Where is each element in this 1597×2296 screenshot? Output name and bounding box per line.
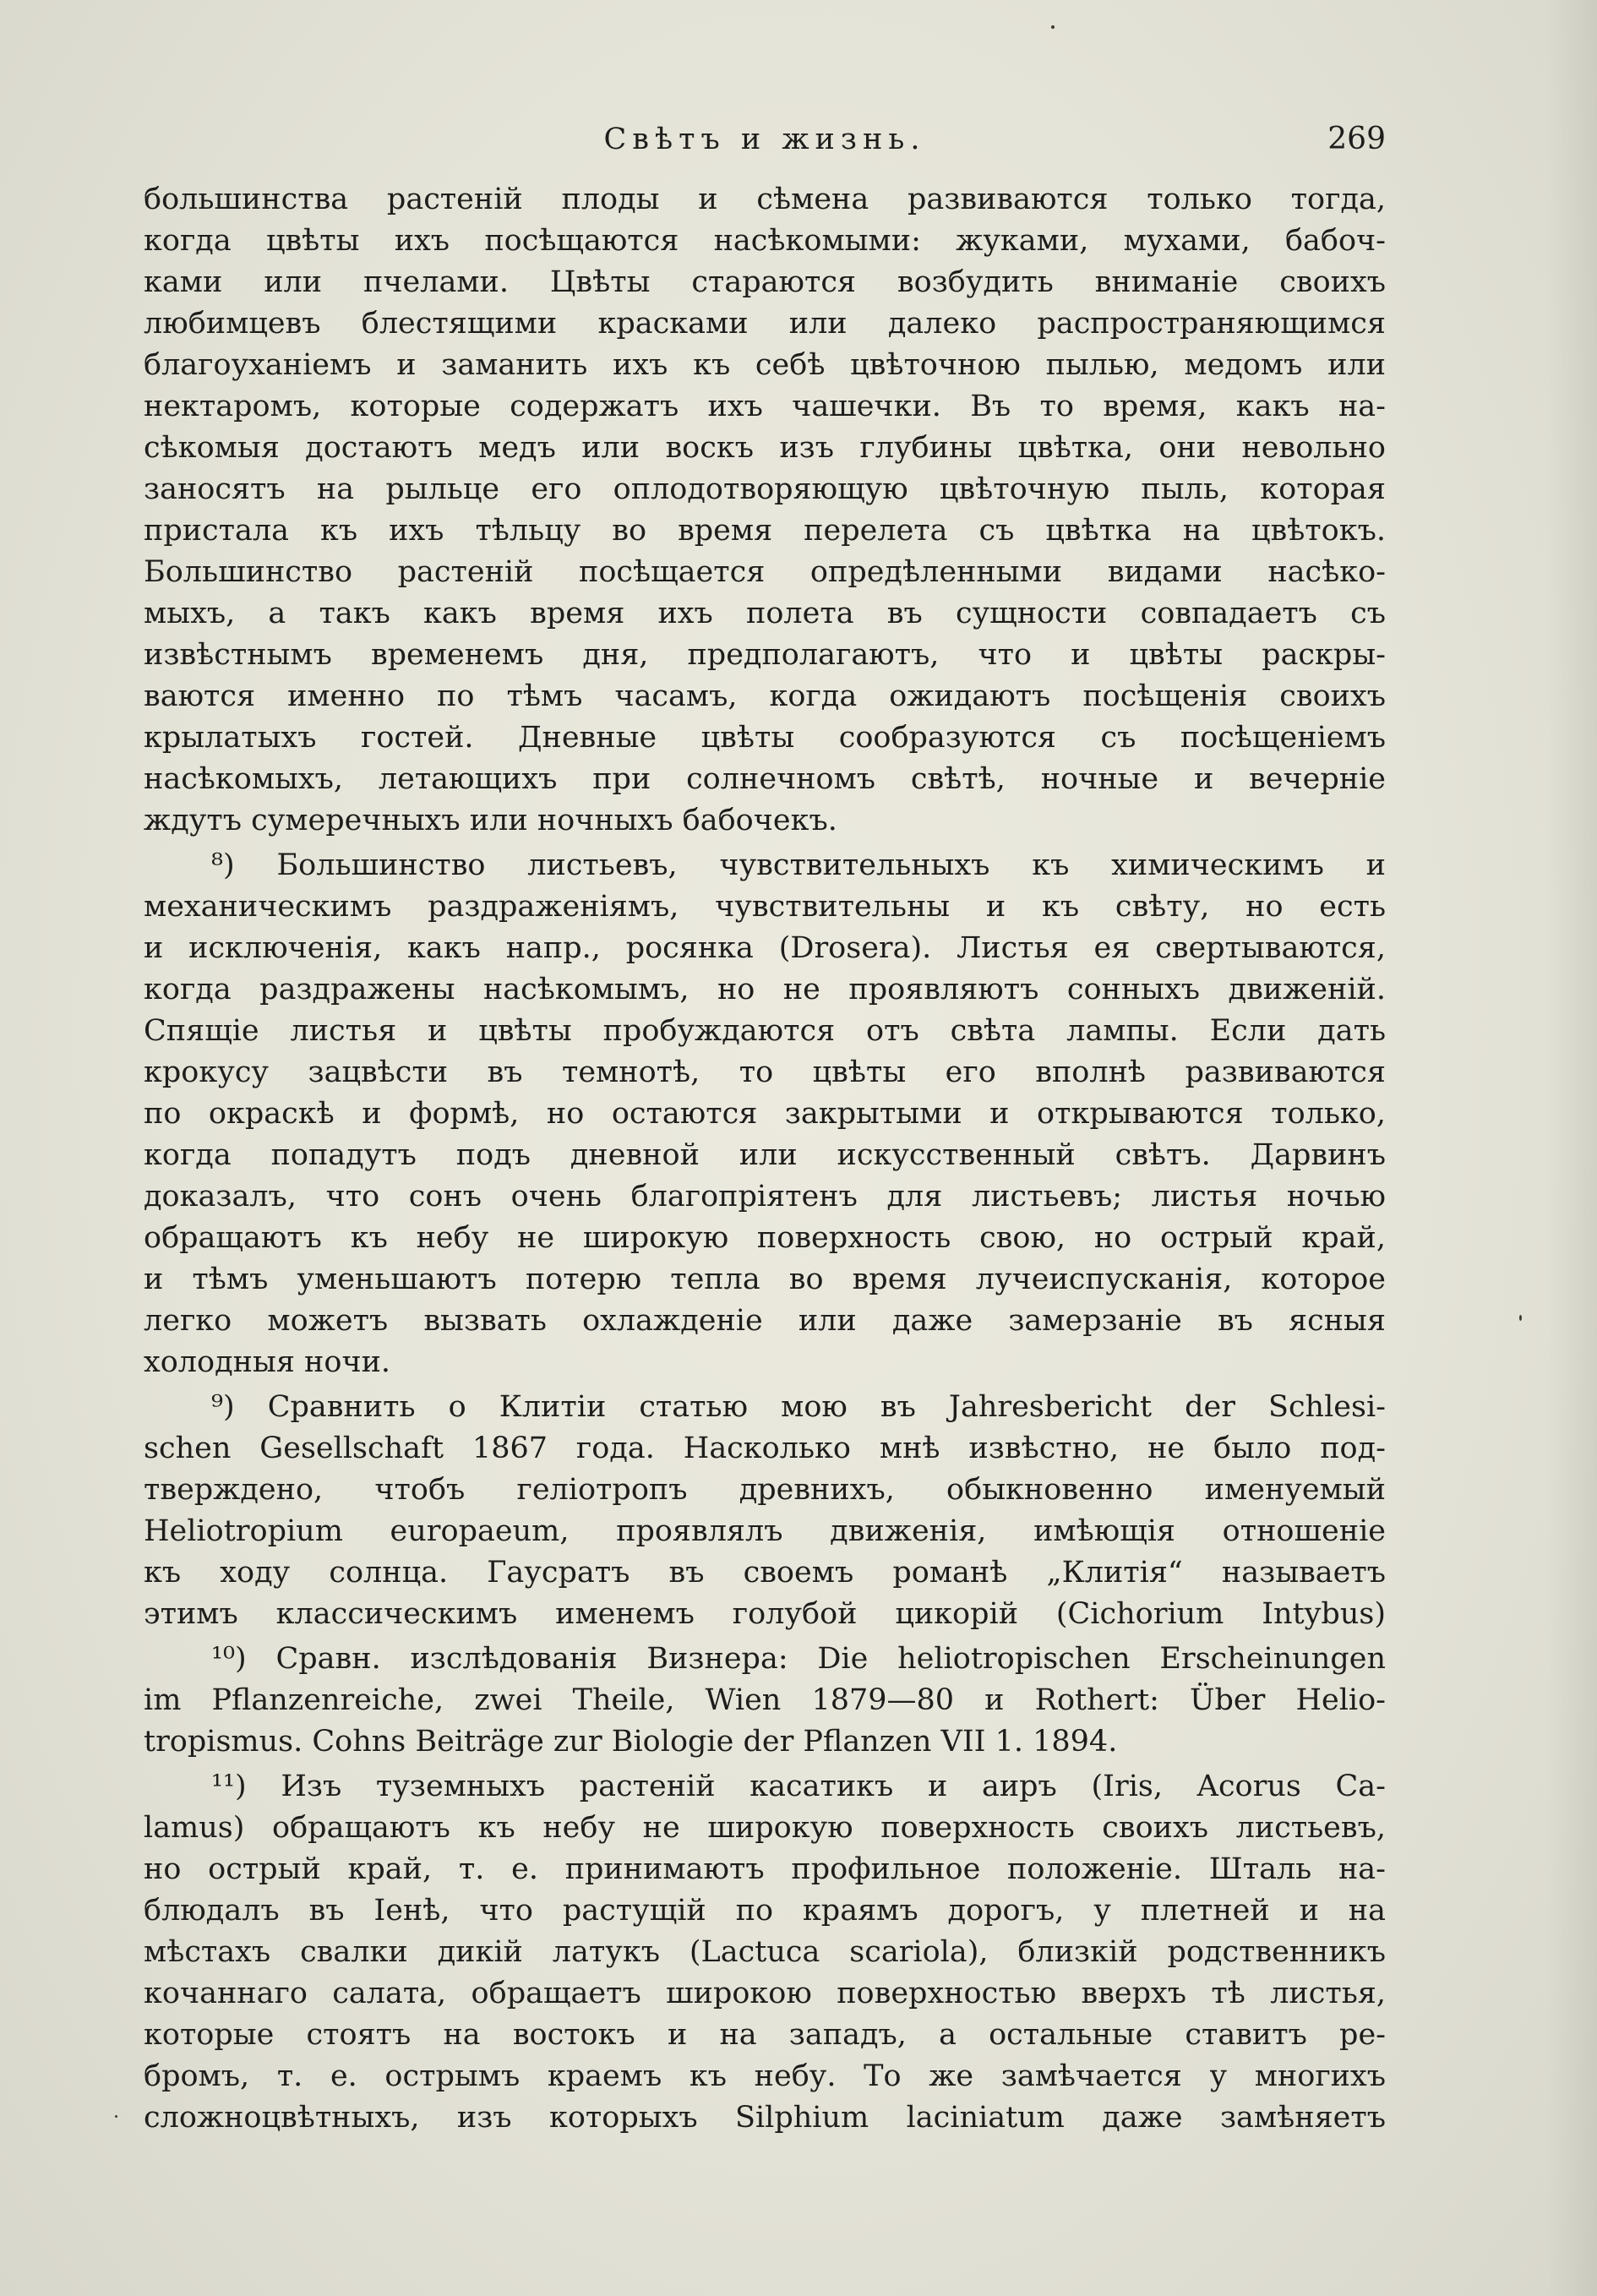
text-line: и исключенія, какъ напр., росянка (Drosera). Листья ея свертываются, [144,931,1386,965]
text-line: блюдалъ въ Іенѣ, что растущій по краямъ дорогъ, у плетней и на [144,1894,1386,1928]
text-line: сѣкомыя достаютъ медъ или воскъ изъ глубины цвѣтка, они невольно [144,431,1386,465]
text-line: когда раздражены насѣкомымъ, но не проявляютъ сонныхъ движеній. [144,973,1386,1006]
text-line: schen Gesellschaft 1867 года. Насколько мнѣ извѣстно, не было под- [144,1432,1386,1465]
text-line: мѣстахъ свалки дикій латукъ (Lactuca scariola), близкій родственникъ [144,1935,1386,1969]
footnote-9 [144,1387,1386,1635]
text-line: извѣстнымъ временемъ дня, предполагаютъ, что и цвѣты раскры- [144,638,1386,672]
text-line: ждутъ сумеречныхъ или ночныхъ бабочекъ. [144,804,837,837]
text-line: когда цвѣты ихъ посѣщаются насѣкомыми: жуками, мухами, бабоч- [144,224,1386,258]
footnote-11 [144,1766,1386,2139]
text-line: Heliotropium europaeum, проявлялъ движенія, имѣющія отношеніе [144,1514,1386,1548]
footnote-8 [144,845,1386,1383]
text-line: по окраскѣ и формѣ, но остаются закрытыми и открываются только, [144,1097,1386,1131]
footnote-10 [144,1639,1386,1763]
text-line: бромъ, т. е. острымъ краемъ къ небу. То же замѣчается у многихъ [144,2059,1386,2093]
text-line: обращаютъ къ небу не широкую поверхность свою, но острый край, [144,1221,1386,1255]
text-line: нектаромъ, которые содержатъ ихъ чашечки. Въ то время, какъ на- [144,390,1386,423]
text-line: механическимъ раздраженіямъ, чувствительны и къ свѣту, но есть [144,890,1386,924]
page-header [144,118,1386,161]
text-line: доказалъ, что сонъ очень благопріятенъ для листьевъ; листья ночью [144,1180,1386,1213]
text-line: ¹⁰) Сравн. изслѣдованія Визнера: Die heliotropischen Erscheinungen [211,1642,1386,1676]
text-line: этимъ классическимъ именемъ голубой цикорій (Cichorium Intybus) [144,1597,1386,1631]
text-line: im Pflanzenreiche, zwei Theile, Wien 1879—80 и Rothert: Über Helio- [144,1683,1386,1717]
text-line: lamus) обращаютъ къ небу не широкую поверхность своихъ листьевъ, [144,1811,1386,1845]
text-line: Спящіе листья и цвѣты пробуждаются отъ свѣта лампы. Если дать [144,1014,1386,1048]
running-head: Свѣтъ и жизнь. [603,123,926,156]
page-number: 269 [1327,122,1386,156]
text-line: пристала къ ихъ тѣльцу во время перелета съ цвѣтка на цвѣтокъ. [144,514,1386,548]
text-line: tropismus. Cohns Beiträge zur Biologie der Pflanzen VII 1. 1894. [144,1725,1118,1759]
text-line: Большинство растеній посѣщается опредѣленными видами насѣко- [144,555,1386,589]
text-line: ¹¹) Изъ туземныхъ растеній касатикъ и аиръ (Iris, Acorus Ca- [211,1770,1386,1803]
text-line: легко можетъ вызвать охлажденіе или даже замерзаніе въ ясныя [144,1304,1386,1338]
paragraph-continuation [144,179,1386,842]
text-line: холодныя ночи. [144,1345,391,1379]
text-line: которые стоятъ на востокъ и на западъ, а остальные ставитъ ре- [144,2018,1386,2052]
page-edge-shadow [1546,0,1597,2296]
text-line: заносятъ на рыльце его оплодотворяющую цвѣточную пыль, которая [144,472,1386,506]
text-line: и тѣмъ уменьшаютъ потерю тепла во время лучеиспусканія, которое [144,1263,1386,1296]
text-line: когда попадутъ подъ дневной или искусственный свѣтъ. Дарвинъ [144,1138,1386,1172]
text-line: крылатыхъ гостей. Дневные цвѣты сообразуются съ посѣщеніемъ [144,721,1386,755]
text-line: ⁸) Большинство листьевъ, чувствительныхъ къ химическимъ и [211,848,1386,882]
text-line: тверждено, чтобъ геліотропъ древнихъ, обыкновенно именуемый [144,1473,1386,1507]
text-line: благоуханіемъ и заманить ихъ къ себѣ цвѣточною пылью, медомъ или [144,348,1386,382]
ink-speck [115,2115,117,2118]
text-line: ⁹) Сравнить о Клитіи статью мою въ Jahresbericht der Schlesi- [211,1390,1386,1424]
text-line: мыхъ, а такъ какъ время ихъ полета въ сущности совпадаетъ съ [144,597,1386,630]
text-line: но острый край, т. е. принимаютъ профильное положеніе. Шталь на- [144,1852,1386,1886]
body-text [144,179,1386,2139]
text-line: насѣкомыхъ, летающихъ при солнечномъ свѣтѣ, ночные и вечерніе [144,762,1386,796]
ink-speck [1051,25,1055,29]
text-line: кочаннаго салата, обращаетъ широкою поверхностью вверхъ тѣ листья, [144,1977,1386,2010]
ink-speck [1519,1315,1522,1321]
text-line: къ ходу солнца. Гаусратъ въ своемъ романѣ „Клитія“ называетъ [144,1556,1386,1590]
text-line: крокусу зацвѣсти въ темнотѣ, то цвѣты его вполнѣ развиваются [144,1055,1386,1089]
text-line: большинства растеній плоды и сѣмена развиваются только тогда, [144,183,1386,216]
text-line: сложноцвѣтныхъ, изъ которыхъ Silphium laciniatum даже замѣняетъ [144,2101,1386,2135]
text-line: ками или пчелами. Цвѣты стараются возбудить вниманіе своихъ [144,265,1386,299]
text-line: любимцевъ блестящими красками или далеко распространяющимся [144,307,1386,341]
text-line: ваются именно по тѣмъ часамъ, когда ожидаютъ посѣщенія своихъ [144,679,1386,713]
